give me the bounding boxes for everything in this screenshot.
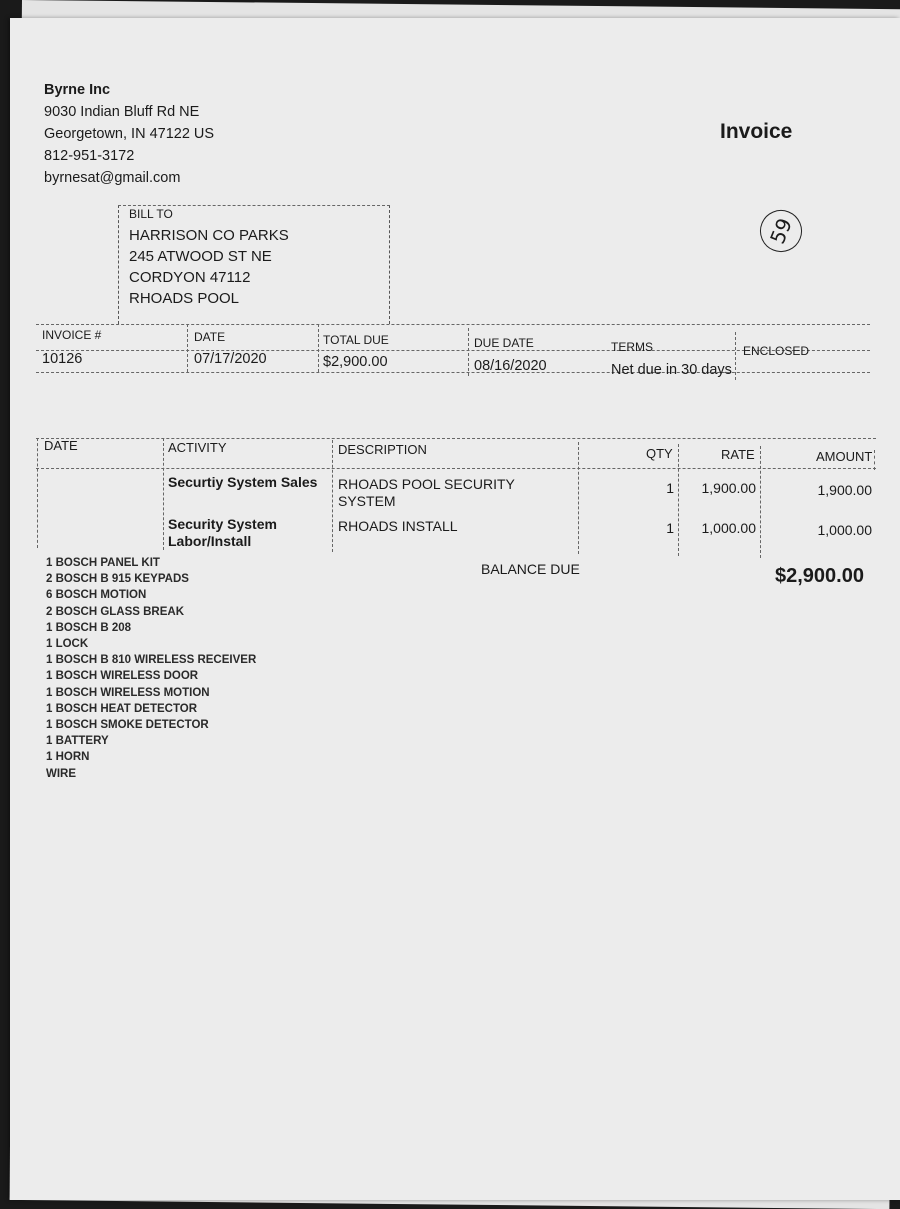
items-divider (678, 444, 679, 556)
row-1-amount: 1,900.00 (817, 482, 872, 498)
list-item: 1 BOSCH B 208 (46, 621, 132, 634)
company-phone: 812-951-3172 (44, 148, 135, 164)
items-divider (760, 446, 761, 558)
activity-line: Labor/Install (168, 533, 252, 549)
balance-due-value: $2,900.00 (775, 565, 864, 587)
list-item: 6 BOSCH MOTION (46, 589, 147, 602)
row-2-rate: 1,000.00 (701, 520, 756, 536)
balance-due-label: BALANCE DUE (481, 561, 580, 577)
description-line: RHOADS INSTALL (338, 518, 458, 534)
list-item: 1 BOSCH HEAT DETECTOR (46, 702, 198, 715)
bill-to-line: CORDYON 47112 (129, 269, 251, 286)
company-address-line-2: Georgetown, IN 47122 US (44, 126, 215, 142)
items-divider (332, 440, 333, 552)
list-item: 1 HORN (46, 751, 90, 764)
invoice-number: 10126 (42, 351, 83, 367)
invoice-date-label: DATE (194, 330, 226, 344)
list-item: 1 BOSCH B 810 WIRELESS RECEIVER (46, 654, 257, 667)
col-qty: QTY (646, 446, 673, 461)
parts-list (46, 555, 256, 782)
list-item: 1 BOSCH SMOKE DETECTOR (46, 719, 209, 732)
list-item: 1 BOSCH WIRELESS MOTION (46, 686, 210, 699)
description-line: SYSTEM (338, 493, 396, 509)
summary-divider (468, 328, 469, 376)
invoice-page (10, 18, 900, 1200)
total-due: $2,900.00 (323, 354, 388, 370)
list-item: 2 BOSCH B 915 KEYPADS (46, 573, 189, 586)
col-amount: AMOUNT (816, 449, 873, 464)
summary-top-rule (36, 324, 870, 325)
list-item: 1 BOSCH WIRELESS DOOR (46, 670, 199, 683)
list-item: 2 BOSCH GLASS BREAK (46, 605, 185, 618)
list-item: 1 BOSCH PANEL KIT (46, 557, 160, 569)
bill-to-line: 245 ATWOOD ST NE (129, 248, 272, 265)
row-1-description (338, 476, 515, 510)
items-divider (578, 442, 579, 554)
summary-bottom-rule (36, 372, 870, 373)
items-top-rule (36, 438, 876, 439)
document-title: Invoice (720, 120, 793, 143)
invoice-number-label: INVOICE # (42, 328, 102, 342)
bill-to-line: HARRISON CO PARKS (129, 227, 289, 244)
summary-divider (318, 324, 319, 372)
row-1-rate: 1,900.00 (701, 480, 756, 496)
list-item: WIRE (46, 767, 77, 780)
row-2-description (338, 518, 458, 535)
company-block (44, 79, 214, 189)
terms-label: TERMS (611, 340, 653, 354)
bill-to-box (118, 205, 390, 324)
col-description: DESCRIPTION (338, 442, 427, 457)
items-divider (163, 438, 164, 550)
enclosed-label: ENCLOSED (743, 344, 810, 358)
bill-to-address (129, 225, 289, 309)
row-2-activity (168, 516, 277, 550)
bill-to-line: RHOADS POOL (129, 290, 240, 307)
items-divider (37, 438, 38, 548)
handwritten-page-number (754, 204, 809, 259)
items-header-rule (36, 468, 876, 469)
list-item: 1 LOCK (46, 638, 89, 651)
activity-line: Securtiy System Sales (168, 474, 318, 490)
col-activity: ACTIVITY (168, 440, 227, 455)
row-2-qty: 1 (666, 520, 674, 536)
bill-to-heading: BILL TO (129, 207, 173, 221)
list-item: 1 BATTERY (46, 735, 109, 748)
row-1-qty: 1 (666, 480, 674, 496)
summary-divider (187, 324, 188, 372)
summary-divider (735, 332, 736, 380)
company-name: Byrne Inc (44, 82, 111, 98)
company-address-line-1: 9030 Indian Bluff Rd NE (44, 104, 200, 120)
total-due-label: TOTAL DUE (323, 333, 389, 347)
description-line: RHOADS POOL SECURITY (338, 476, 515, 492)
handwritten-number-text: 59 (765, 214, 797, 248)
due-date: 08/16/2020 (474, 358, 547, 374)
company-email: byrnesat@gmail.com (44, 170, 181, 186)
col-date: DATE (44, 438, 78, 453)
activity-line: Security System (168, 516, 277, 532)
row-2-amount: 1,000.00 (817, 522, 872, 538)
invoice-date: 07/17/2020 (194, 351, 267, 367)
due-date-label: DUE DATE (474, 336, 534, 350)
col-rate: RATE (721, 447, 755, 462)
items-divider (874, 450, 875, 470)
row-1-activity (168, 474, 317, 491)
terms: Net due in 30 days (611, 362, 732, 378)
